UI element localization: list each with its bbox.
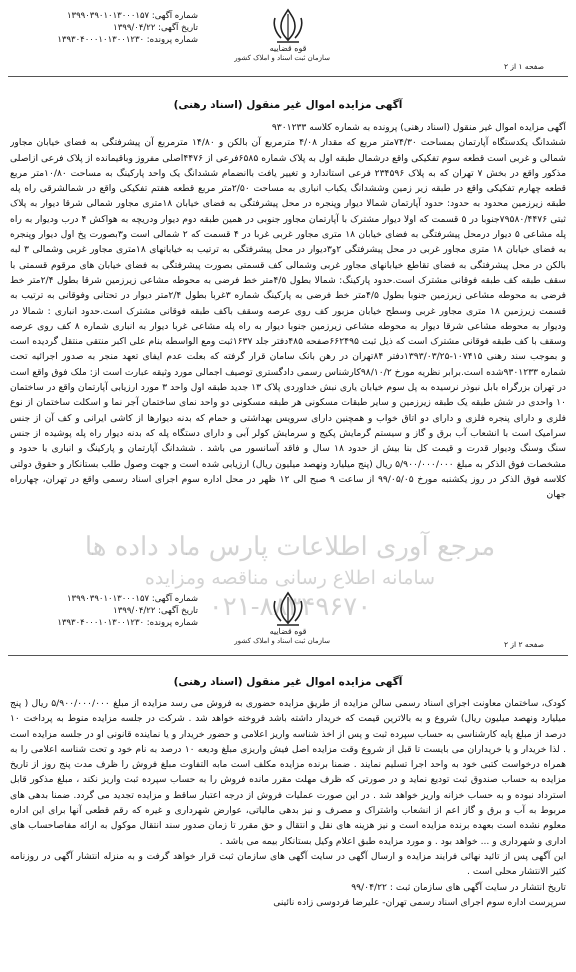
notice-paragraph: کودک، ساختمان معاونت اجرای اسناد رسمی سالن مزایده از طریق مزایده حضوری به فروش می رسد مزایده از مبلغ ۵/۹۰۰/۰۰۰/۰۰۰ ریال ( پنج میلیارد ونهصد میلیون ریال) شروع و به بالاترین قیمت که خریدار داشته باشد فروخته خواهد شد . شرکت در جلسه مزایده منوط به پرداخت ۱۰ درصد از مبلغ پایه کارشناسی به حساب سپرده ثبت و پس از اخذ شناسه واریز اعلامی و حضور خریدار و یا نماینده قانونی او در جلسه مزایده است . لذا خریدار و یا خریداران می بایست تا قبل از شروع وقت مزایده اصل فیش واریزی مبلغ ودیعه ۱۰ درصد به نام خود و تحت شناسه اعلامی را به همراه درخواست کتبی خود به واحد اجرا تسلیم نمایند . ضمنا برنده مزایده مکلف است مابه التفاوت مبلغ فروش را ظرف مدت پنج روز از تاریخ مزایده به حساب صندوق ثبت تودیع نماید و در صورتی که ظرف مهلت مقرر مانده فروش را به حساب سپرده ثبت واریز نکند ، مبلغ مذکور قابل استرداد نبوده و به حساب خزانه واریز خواهد شد . در این صورت عملیات فروش از درجه اعتبار ساقط و مزایده تجدید می گردد. ضمنا بدهی های مربوط به آب و برق و گاز اعم از انشعاب واشتراک و مصرف و نیز بدهی مالیاتی، عوارض شهرداری و غیره که رقم قطعی آنها برای این اداره معلوم نشده است بعهده برنده مزایده است و نیز هزینه های نقل و انتقال و حق مقرر تا زمان صدور سند انتقال موکول به ارائه مفاصاحساب های اداری و شهرداری و ... خواهد بود . و مورد مزایده طبق اعلام وکیل بستانکار بیمه می باشد . <box>10 698 566 847</box>
notice-number-label: شماره آگهی: <box>151 594 198 604</box>
notice-date: ۱۳۹۹/۰۴/۲۲ <box>113 606 156 616</box>
page-number: صفحه ۱ از ۲ <box>504 62 544 71</box>
notice-date: ۱۳۹۹/۰۴/۲۲ <box>113 23 156 33</box>
file-number-label: شماره پرونده: <box>146 35 198 45</box>
notice-paragraph: آگهی مزایده اموال غیر منقول (اسناد رهنی) پرونده به شماره کلاسه ۹۳۰۱۲۳۳ <box>271 122 566 133</box>
notice-date-label: تاریخ آگهی: <box>158 23 198 33</box>
notice-body <box>10 120 566 572</box>
watermark-phone: ۰۲۱-۸۸۳۴۹۶۷۰ <box>208 592 372 622</box>
notice-title: آگهی مزایده اموال غیر منقول (اسناد رهنی) <box>173 99 403 111</box>
notice-meta <box>8 593 198 629</box>
emblem-icon <box>269 8 307 44</box>
notice-body <box>10 696 566 966</box>
notice-number-row <box>8 10 198 22</box>
file-number: ۱۳۹۳۰۴۰۰۰۱۰۱۳۰۰۱۲۳۰ <box>57 618 145 628</box>
file-number-row <box>8 617 198 629</box>
notice-2 <box>0 585 576 972</box>
page-number: صفحه ۲ از ۲ <box>504 640 544 649</box>
notice-date-row <box>8 605 198 617</box>
emblem-organization: سازمان ثبت اسناد و املاک کشور <box>234 54 330 62</box>
judiciary-emblem <box>234 591 330 646</box>
file-number-row <box>8 34 198 46</box>
notice-date-label: تاریخ آگهی: <box>158 606 198 616</box>
file-number-label: شماره پرونده: <box>146 618 198 628</box>
file-number: ۱۳۹۳۰۴۰۰۰۱۰۱۳۰۰۱۲۳۰ <box>57 35 145 45</box>
notice-date-row <box>8 22 198 34</box>
notice-number: ۱۳۹۹۰۳۹۰۱۰۱۳۰۰۰۱۵۷ <box>66 594 150 604</box>
notice-paragraph: تاریخ انتشار در سایت آگهی های سازمان ثبت : ۹۹/۰۴/۲۲ <box>351 881 566 893</box>
emblem-organization: سازمان ثبت اسناد و املاک کشور <box>234 637 330 645</box>
notice-paragraph: سرپرست اداره سوم اجرای اسناد رسمی تهران- علیرضا فردوسی زاده نائینی <box>273 896 566 908</box>
emblem-icon <box>269 591 307 627</box>
notice-paragraph: ششدانگ یکدستگاه آپارتمان بمساحت ۷۴/۳۰متر مربع که مقدار ۴/۰۸ مترمربع آن بالکن و ۱۴/۸۰ مترمربع آن پیشرفتگی به فضای خیابان مجاور شمالی و غربی است قطعه سوم تفکیکی واقع درشمال طبقه اول به پلاک شماره ۶۵۸۵فرعی از ۴۴۷۶اصلی مفروز وباقیمانده از پلاک فرعی ازاصلی مذکور واقع در بخش ۷ تهران که به پلاک ۲۳۴۵۹۶ فرعی استاندارد و تغییر یافت باانضمام ششدانگ یک واحد پارکینگ به مساحت ۱۰/۸۰متر مربع قطعه چهارم تفکیکی واقع در طبقه زیر زمین وششدانگ یکباب انباری به مساحت ۲/۵۰متر مربع قطعه هفتم تفکیکی واقع در شمالشرقی راه پله طبقه زیرزمین محدود به حدود: حدود آپارتمان شمالا دیوار وپنجره در محل پیشرفتگی به فضای خیابان ۱۸متری مجاور شمالی شرقا دیوار به پلاک ثبتی ۷۹۵۸۰/۴۴۷۶جنوبا در ۵ قسمت که اولا دیوار مشترک با آپارتمان مجاور جنوبی در همین طبقه دوم دیوار ودریچه به هواکش ۴ درب ودیوار به راه پله مشاعی ۵ دیوار درمحل پیشرفتگی به فضای خیابان ۱۸ متری مجاور غربی غربا در ۴ قسمت که ۲ شمالی است و۳بصورت پخ اول دیوار وپنجره به فضای خیابان ۱۸ متری مجاور غربی در محل پیشرفتگی ۲و۳دیوار در محل پیشرفتگی به ترتیب به خیابانهای ۱۸متری مجاور غربی وشمالی ۳ لبه بالکن در محل پیشرفتگی به فضای تقاطع خیابانهای مجاور غربی وشمالی کف قسمتی بصورت پیشرفتگی به فضای خیابان های مرقوم قسمتی با سقف طبقه کف طبقه فوقانی مشترک است.حدود پارکینگ: شمالا بطول ۴/۵متر خط فرضی به محوطه مشاعی زیرزمین شرقا بطول ۲/۴متر خط فرضی به محوطه مشاعی زیرزمین جنوبا بطول ۴/۵متر خط فرضی به پارکینگ شماره ۳غربا بطول ۲/۴متر دیوار در تحتانی وفوقانی به ترتیب به قسمت زیرزمین ۱۸ متری مجاور غربی وسطح خیابان مزبور کف روی عرصه وسقف باکف طبقه فوقانی مشترک است.حدود انباری : شمالا در ودیوار به محوطه مشاعی شرقا دیوار به محوطه مشاعی زیرزمین جنوبا دیوار به راه پله مشاعی غربا دیوار به انباری شماره ۸ کف روی عرصه وسقف با کف طبقه فوقانی مشترک است که ذیل ثبت ۶۶۲۴۹۵صفحه ۴۸۵دفتر جلد ۱۶۳۷ثبت ومع الواسطه بنام علی اکبر منتقی منتقل گردیده است و بموجب سند رهنی ۱۰۷۴۱۵-۱۳۹۳/۰۳/۲۵دفتر ۸۴تهران در رهن بانک سامان قرار گرفته که بعلت عدم ایفای تعهد منجر به صدور اجرائیه تحت شماره ۹۳۰۱۲۳۳شده است.برابر نظریه مورخ ۹۸/۱۰/۲کارشناس رسمی دادگستری توصیف اجمالی مورد وثیقه عبارت است از: ملک فوق واقع است در تهران بزرگراه بابل نبوذر نرسیده به پل سوم خیابان یاری نبش خداوردی پلاک ۱۳ جدید طبقه اول واحد ۳ مورد ارزیابی آپارتمان واقع در ساختمان ۱۰ واحدی در شش طبقه یک طبقه زیرزمین و سایر طبقات مسکونی هر طبقه مسکونی دو واحد نمای ساختمان آجر نما و اسکلت ساختمان از نوع فلزی و دارای پنجره فلزی و دارای دو اتاق خواب و همچنین دارای سرویس بهداشتی و حمام که بدنه دیوارها از کاشی ایرانی و کف آن از جنس سرامیک است با انشعاب آب برق و گاز و سیستم گرمایش پکیج و سرمایش کولر آبی و دارای دستگاه پله که بدنه دیوار راه پله پوشیده از جنس سنگ وسنگ ودیوار قدرت و قیمت کل بنا بیش از حدود ۱۸ سال و فاقد آسانسور می باشد . ششدانگ آپارتمان و پارکینگ و انباری با حدود و مشخصات فوق الذکر به مبلغ ۵/۹۰۰/۰۰۰/۰۰۰ ریال (پنج میلیارد ونهصد میلیون ریال) ارزیابی شده است و جهت وصول طلب بستانکار و حقوق دولتی کلاسه فوق الذکر در روز یکشنبه مورخ ۹۹/۰۵/۰۵ از ساعت ۹ صبح الی ۱۲ ظهر در محل اداره سوم اجرای اسناد رسمی واقع در تهران، چهارراه جهان <box>10 137 566 501</box>
judiciary-emblem <box>234 8 330 63</box>
emblem-caption: قوه قضاییه <box>269 44 307 53</box>
notice-number-label: شماره آگهی: <box>151 11 198 21</box>
notice-number-row <box>8 593 198 605</box>
notice-paragraph: این آگهی پس از تائید نهائی فرایند مزایده و ارسال آگهی در سایت آگهی های سازمان ثبت قرار خواهد گرفت و به منزله انتشار آگهی در روزنامه کثیر الانتشار محلی است . <box>10 850 566 878</box>
watermark-line: مرجع آوری اطلاعات پارس ماد داده ها <box>84 532 496 562</box>
divider <box>8 76 568 77</box>
divider <box>8 655 568 656</box>
watermark-line: سامانه اطلاع رسانی مناقصه ومزایده <box>144 567 436 589</box>
emblem-caption: قوه قضاییه <box>269 627 307 636</box>
notice-meta <box>8 10 198 46</box>
notice-title: آگهی مزایده اموال غیر منقول (اسناد رهنی) <box>173 676 403 688</box>
notice-number: ۱۳۹۹۰۳۹۰۱۰۱۳۰۰۰۱۵۷ <box>66 11 150 21</box>
